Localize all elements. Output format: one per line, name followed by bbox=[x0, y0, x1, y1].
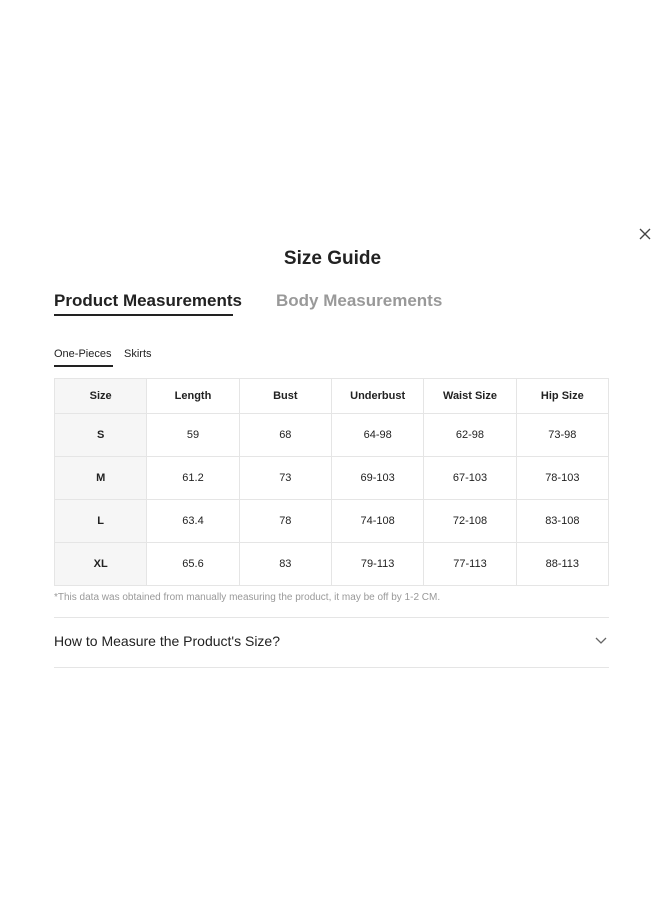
table-cell: 69-103 bbox=[331, 457, 423, 500]
dialog-title: Size Guide bbox=[283, 248, 382, 269]
table-row bbox=[55, 500, 609, 543]
table-cell: 62-98 bbox=[424, 414, 516, 457]
subtab-one-pieces[interactable]: One-Pieces bbox=[54, 346, 113, 367]
column-header: Hip Size bbox=[516, 379, 608, 414]
column-header: Bust bbox=[239, 379, 331, 414]
subtab-skirts[interactable]: Skirts bbox=[124, 348, 152, 360]
column-header: Size bbox=[55, 379, 147, 414]
table-cell: 78-103 bbox=[516, 457, 608, 500]
main-tabs bbox=[54, 288, 614, 320]
accordion-label: How to Measure the Product's Size? bbox=[54, 633, 281, 649]
table-cell: 74-108 bbox=[331, 500, 423, 543]
column-header: Waist Size bbox=[424, 379, 516, 414]
table-row bbox=[55, 414, 609, 457]
table-row bbox=[55, 457, 609, 500]
size-cell: XL bbox=[55, 543, 147, 586]
divider bbox=[54, 667, 609, 668]
table-cell: 73-98 bbox=[516, 414, 608, 457]
table-cell: 67-103 bbox=[424, 457, 516, 500]
column-header: Length bbox=[147, 379, 239, 414]
column-header: Underbust bbox=[331, 379, 423, 414]
close-button[interactable] bbox=[636, 225, 654, 243]
close-icon bbox=[636, 225, 654, 243]
table-cell: 79-113 bbox=[331, 543, 423, 586]
table-cell: 63.4 bbox=[147, 500, 239, 543]
table-cell: 83-108 bbox=[516, 500, 608, 543]
tab-label: Product Measurements bbox=[54, 291, 242, 310]
size-table bbox=[54, 378, 609, 586]
table-cell: 61.2 bbox=[147, 457, 239, 500]
size-cell: M bbox=[55, 457, 147, 500]
size-cell: S bbox=[55, 414, 147, 457]
tab-body-measurements[interactable] bbox=[276, 288, 442, 314]
table-cell: 64-98 bbox=[331, 414, 423, 457]
how-to-measure-accordion[interactable] bbox=[54, 618, 609, 666]
table-cell: 68 bbox=[239, 414, 331, 457]
table-cell: 65.6 bbox=[147, 543, 239, 586]
chevron-down-icon bbox=[595, 636, 607, 646]
measurement-note: *This data was obtained from manually measuring the product, it may be off by 1-2 CM. bbox=[54, 592, 441, 603]
table-row bbox=[55, 543, 609, 586]
size-cell: L bbox=[55, 500, 147, 543]
table-cell: 72-108 bbox=[424, 500, 516, 543]
tab-label: Body Measurements bbox=[276, 291, 443, 310]
table-cell: 78 bbox=[239, 500, 331, 543]
tab-product-measurements[interactable] bbox=[54, 288, 242, 316]
table-cell: 83 bbox=[239, 543, 331, 586]
table-cell: 88-113 bbox=[516, 543, 608, 586]
table-cell: 77-113 bbox=[424, 543, 516, 586]
table-cell: 73 bbox=[239, 457, 331, 500]
table-header-row bbox=[55, 379, 609, 414]
table-cell: 59 bbox=[147, 414, 239, 457]
